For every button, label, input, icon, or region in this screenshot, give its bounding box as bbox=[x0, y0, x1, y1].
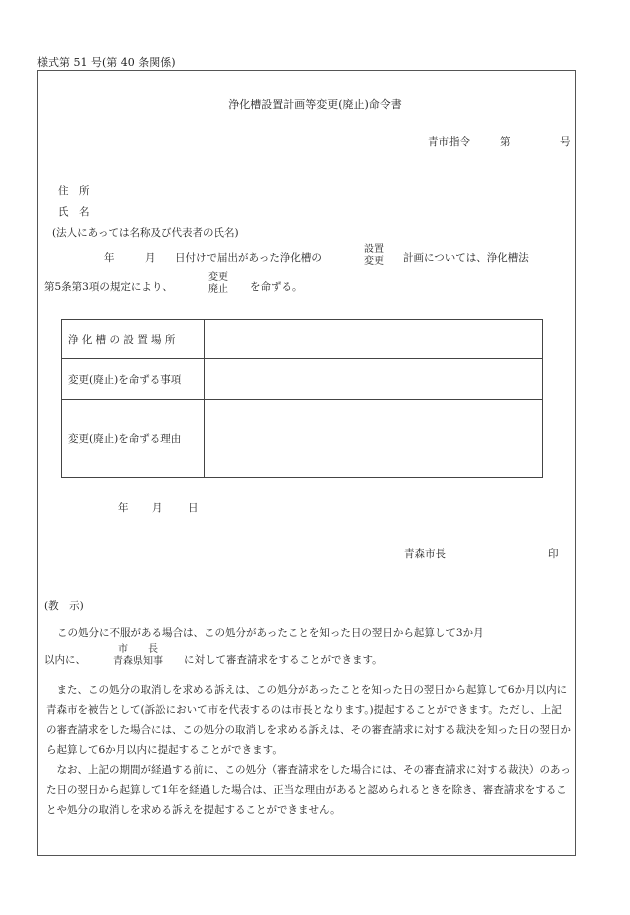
choice-governor: 青森県知事 bbox=[113, 655, 163, 667]
notice-paragraph-2: また、この処分の取消しを求める訴えは、この処分があったことを知った日の翌日から起算して6か月以内に青森市を被告として(訴訟において市を代表するのは市長となります。)提起することができます。ただし、上記の審査請求をした場合には、この処分の取消しを求める訴えは、その審査請求に対する裁決を知った日の翌日から起算して6か月以内に提起することができます。 bbox=[46, 684, 571, 756]
corporation-note: (法人にあっては名称及び代表者の氏名) bbox=[52, 227, 239, 239]
table-row bbox=[62, 400, 543, 478]
notice-p1-pre: 以内に、 bbox=[44, 654, 86, 666]
choice-mayor: 市 長 bbox=[118, 644, 158, 655]
document-title: 浄化槽設置計画等変更(廃止)命令書 bbox=[228, 98, 402, 111]
notice-heading: (教 示) bbox=[44, 600, 84, 612]
seal-mark: 印 bbox=[548, 548, 559, 560]
table-row bbox=[62, 359, 543, 400]
choice-change: 変更 bbox=[364, 255, 384, 267]
doc-number-go: 号 bbox=[560, 136, 571, 148]
table-label: 浄 化 槽 の 設 置 場 所 bbox=[62, 320, 205, 359]
doc-number-dai: 第 bbox=[500, 136, 511, 148]
date-year: 年 bbox=[118, 502, 129, 514]
date-day: 日 bbox=[188, 502, 199, 514]
form-code: 様式第 51 号(第 40 条関係) bbox=[37, 56, 176, 69]
body-text-1: 日付けで届出があった浄化槽の bbox=[175, 252, 322, 264]
table-label: 変更(廃止)を命ずる事項 bbox=[62, 359, 205, 400]
install-change-choice bbox=[364, 244, 384, 267]
notice-p1-post: に対して審査請求をすることができます。 bbox=[184, 654, 383, 666]
body-text-3: 第5条第3項の規定により、 bbox=[44, 281, 173, 293]
doc-number-prefix: 青市指令 bbox=[428, 136, 470, 148]
choice-install: 設置 bbox=[364, 244, 384, 255]
notice-p1-line1: この処分に不服がある場合は、この処分があったことを知った日の翌日から起算して3か月 bbox=[57, 627, 484, 639]
change-abolish-choice bbox=[208, 272, 228, 295]
table-value bbox=[205, 400, 543, 478]
table-value bbox=[205, 359, 543, 400]
choice-abolish: 廃止 bbox=[208, 283, 228, 295]
info-table bbox=[61, 319, 543, 478]
choice-change-2: 変更 bbox=[208, 272, 228, 283]
body-text-4: を命ずる。 bbox=[250, 281, 303, 293]
issuer-name: 青森市長 bbox=[404, 548, 446, 560]
body-year: 年 bbox=[104, 252, 115, 264]
authority-choice bbox=[113, 644, 163, 667]
body-text-2: 計画については、浄化槽法 bbox=[403, 252, 529, 264]
body-month: 月 bbox=[145, 252, 156, 264]
table-label: 変更(廃止)を命ずる理由 bbox=[62, 400, 205, 478]
name-label: 氏 名 bbox=[58, 206, 90, 218]
date-month: 月 bbox=[152, 502, 163, 514]
table-row bbox=[62, 320, 543, 359]
table-value bbox=[205, 320, 543, 359]
address-label: 住 所 bbox=[58, 185, 90, 197]
notice-paragraph-3: なお、上記の期間が経過する前に、この処分（審査請求をした場合には、その審査請求に対する裁決）のあった日の翌日から起算して1年を経過した場合は、正当な理由があると認められるときを除き、審査請求をすることや処分の取消しを求める訴えを提起することができません。 bbox=[46, 764, 571, 816]
